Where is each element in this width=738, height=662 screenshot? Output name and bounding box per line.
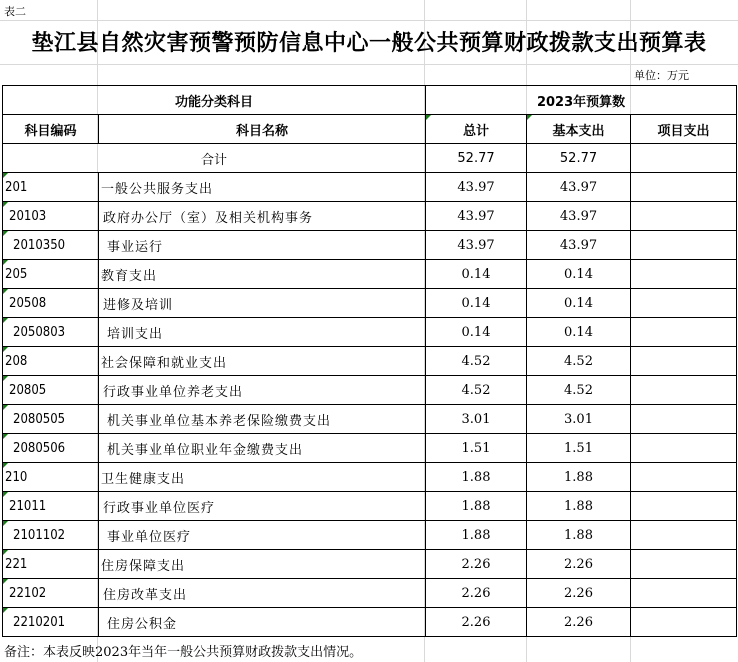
cell-project (631, 202, 737, 231)
cell-basic: 43.97 (527, 202, 631, 231)
table-row (3, 550, 737, 579)
cell-basic: 1.88 (527, 463, 631, 492)
header-total: 总计 (426, 115, 527, 144)
cell-total: 1.88 (426, 463, 527, 492)
cell-code: 2101102 (3, 521, 99, 550)
cell-project (631, 550, 737, 579)
cell-total: 1.88 (426, 521, 527, 550)
cell-code: 2010350 (3, 231, 99, 260)
cell-name: 一般公共服务支出 (99, 173, 426, 202)
cell-basic: 2.26 (527, 608, 631, 637)
cell-total: 1.51 (426, 434, 527, 463)
cell-project (631, 173, 737, 202)
cell-name: 机关事业单位基本养老保险缴费支出 (99, 405, 426, 434)
table-row (3, 376, 737, 405)
cell-project (631, 318, 737, 347)
page-title: 垫江县自然灾害预警预防信息中心一般公共预算财政拨款支出预算表 (31, 30, 707, 56)
cell-code: 21011 (3, 492, 99, 521)
cell-basic: 0.14 (527, 318, 631, 347)
cell-project (631, 608, 737, 637)
cell-name: 进修及培训 (99, 289, 426, 318)
cell-name: 政府办公厅（室）及相关机构事务 (99, 202, 426, 231)
table-row (3, 260, 737, 289)
footnote: 备注：本表反映2023年当年一般公共预算财政拨款支出情况。 (4, 645, 363, 660)
header-project: 项目支出 (631, 115, 737, 144)
table-row (3, 579, 737, 608)
cell-total: 3.01 (426, 405, 527, 434)
table-row (3, 434, 737, 463)
cell-project (631, 521, 737, 550)
gridline (0, 20, 738, 21)
header-row-2 (3, 115, 737, 144)
cell-name: 住房改革支出 (99, 579, 426, 608)
table-row (3, 492, 737, 521)
sheet-label: 表二 (4, 5, 26, 18)
cell-basic: 4.52 (527, 376, 631, 405)
cell-basic: 43.97 (527, 231, 631, 260)
cell-code: 20508 (3, 289, 99, 318)
cell-name: 住房保障支出 (99, 550, 426, 579)
cell-name: 事业运行 (99, 231, 426, 260)
table-row (3, 521, 737, 550)
summary-total: 52.77 (426, 144, 527, 173)
cell-basic: 0.14 (527, 260, 631, 289)
cell-project (631, 376, 737, 405)
cell-code: 208 (3, 347, 99, 376)
cell-name: 行政事业单位养老支出 (99, 376, 426, 405)
cell-name: 卫生健康支出 (99, 463, 426, 492)
cell-total: 2.26 (426, 579, 527, 608)
table-row (3, 289, 737, 318)
cell-name: 培训支出 (99, 318, 426, 347)
cell-code: 20805 (3, 376, 99, 405)
cell-basic: 1.51 (527, 434, 631, 463)
table-row (3, 608, 737, 637)
cell-name: 住房公积金 (99, 608, 426, 637)
table-row (3, 231, 737, 260)
cell-basic: 43.97 (527, 173, 631, 202)
cell-project (631, 463, 737, 492)
cell-name: 机关事业单位职业年金缴费支出 (99, 434, 426, 463)
cell-project (631, 492, 737, 521)
cell-project (631, 347, 737, 376)
cell-total: 4.52 (426, 347, 527, 376)
cell-basic: 3.01 (527, 405, 631, 434)
budget-table (2, 85, 737, 637)
cell-project (631, 289, 737, 318)
cell-basic: 0.14 (527, 289, 631, 318)
cell-total: 43.97 (426, 202, 527, 231)
cell-total: 0.14 (426, 260, 527, 289)
unit-label: 单位：万元 (634, 69, 689, 82)
table-row (3, 318, 737, 347)
cell-project (631, 260, 737, 289)
cell-code: 2050803 (3, 318, 99, 347)
cell-basic: 2.26 (527, 579, 631, 608)
cell-name: 事业单位医疗 (99, 521, 426, 550)
cell-code: 22102 (3, 579, 99, 608)
cell-code: 210 (3, 463, 99, 492)
cell-total: 0.14 (426, 289, 527, 318)
cell-code: 201 (3, 173, 99, 202)
table-row (3, 202, 737, 231)
cell-total: 43.97 (426, 173, 527, 202)
header-code: 科目编码 (3, 115, 99, 144)
cell-total: 1.88 (426, 492, 527, 521)
cell-basic: 1.88 (527, 492, 631, 521)
cell-code: 2080506 (3, 434, 99, 463)
cell-code: 2080505 (3, 405, 99, 434)
cell-total: 43.97 (426, 231, 527, 260)
header-budget-2023: 2023年预算数 (426, 86, 737, 115)
cell-basic: 1.88 (527, 521, 631, 550)
summary-basic: 52.77 (527, 144, 631, 173)
cell-basic: 2.26 (527, 550, 631, 579)
cell-total: 4.52 (426, 376, 527, 405)
cell-code: 205 (3, 260, 99, 289)
cell-code: 20103 (3, 202, 99, 231)
table-row (3, 463, 737, 492)
table-row (3, 173, 737, 202)
cell-project (631, 231, 737, 260)
header-name: 科目名称 (99, 115, 426, 144)
table-row (3, 347, 737, 376)
cell-total: 2.26 (426, 550, 527, 579)
cell-code: 2210201 (3, 608, 99, 637)
header-row-1 (3, 86, 737, 115)
gridline (0, 64, 738, 65)
cell-project (631, 579, 737, 608)
cell-code: 221 (3, 550, 99, 579)
summary-row (3, 144, 737, 173)
summary-label: 合计 (3, 144, 426, 173)
summary-project (631, 144, 737, 173)
cell-project (631, 434, 737, 463)
cell-name: 社会保障和就业支出 (99, 347, 426, 376)
cell-total: 2.26 (426, 608, 527, 637)
table-row (3, 405, 737, 434)
header-functional-class: 功能分类科目 (3, 86, 426, 115)
cell-name: 行政事业单位医疗 (99, 492, 426, 521)
cell-project (631, 405, 737, 434)
header-basic: 基本支出 (527, 115, 631, 144)
cell-name: 教育支出 (99, 260, 426, 289)
cell-total: 0.14 (426, 318, 527, 347)
cell-basic: 4.52 (527, 347, 631, 376)
